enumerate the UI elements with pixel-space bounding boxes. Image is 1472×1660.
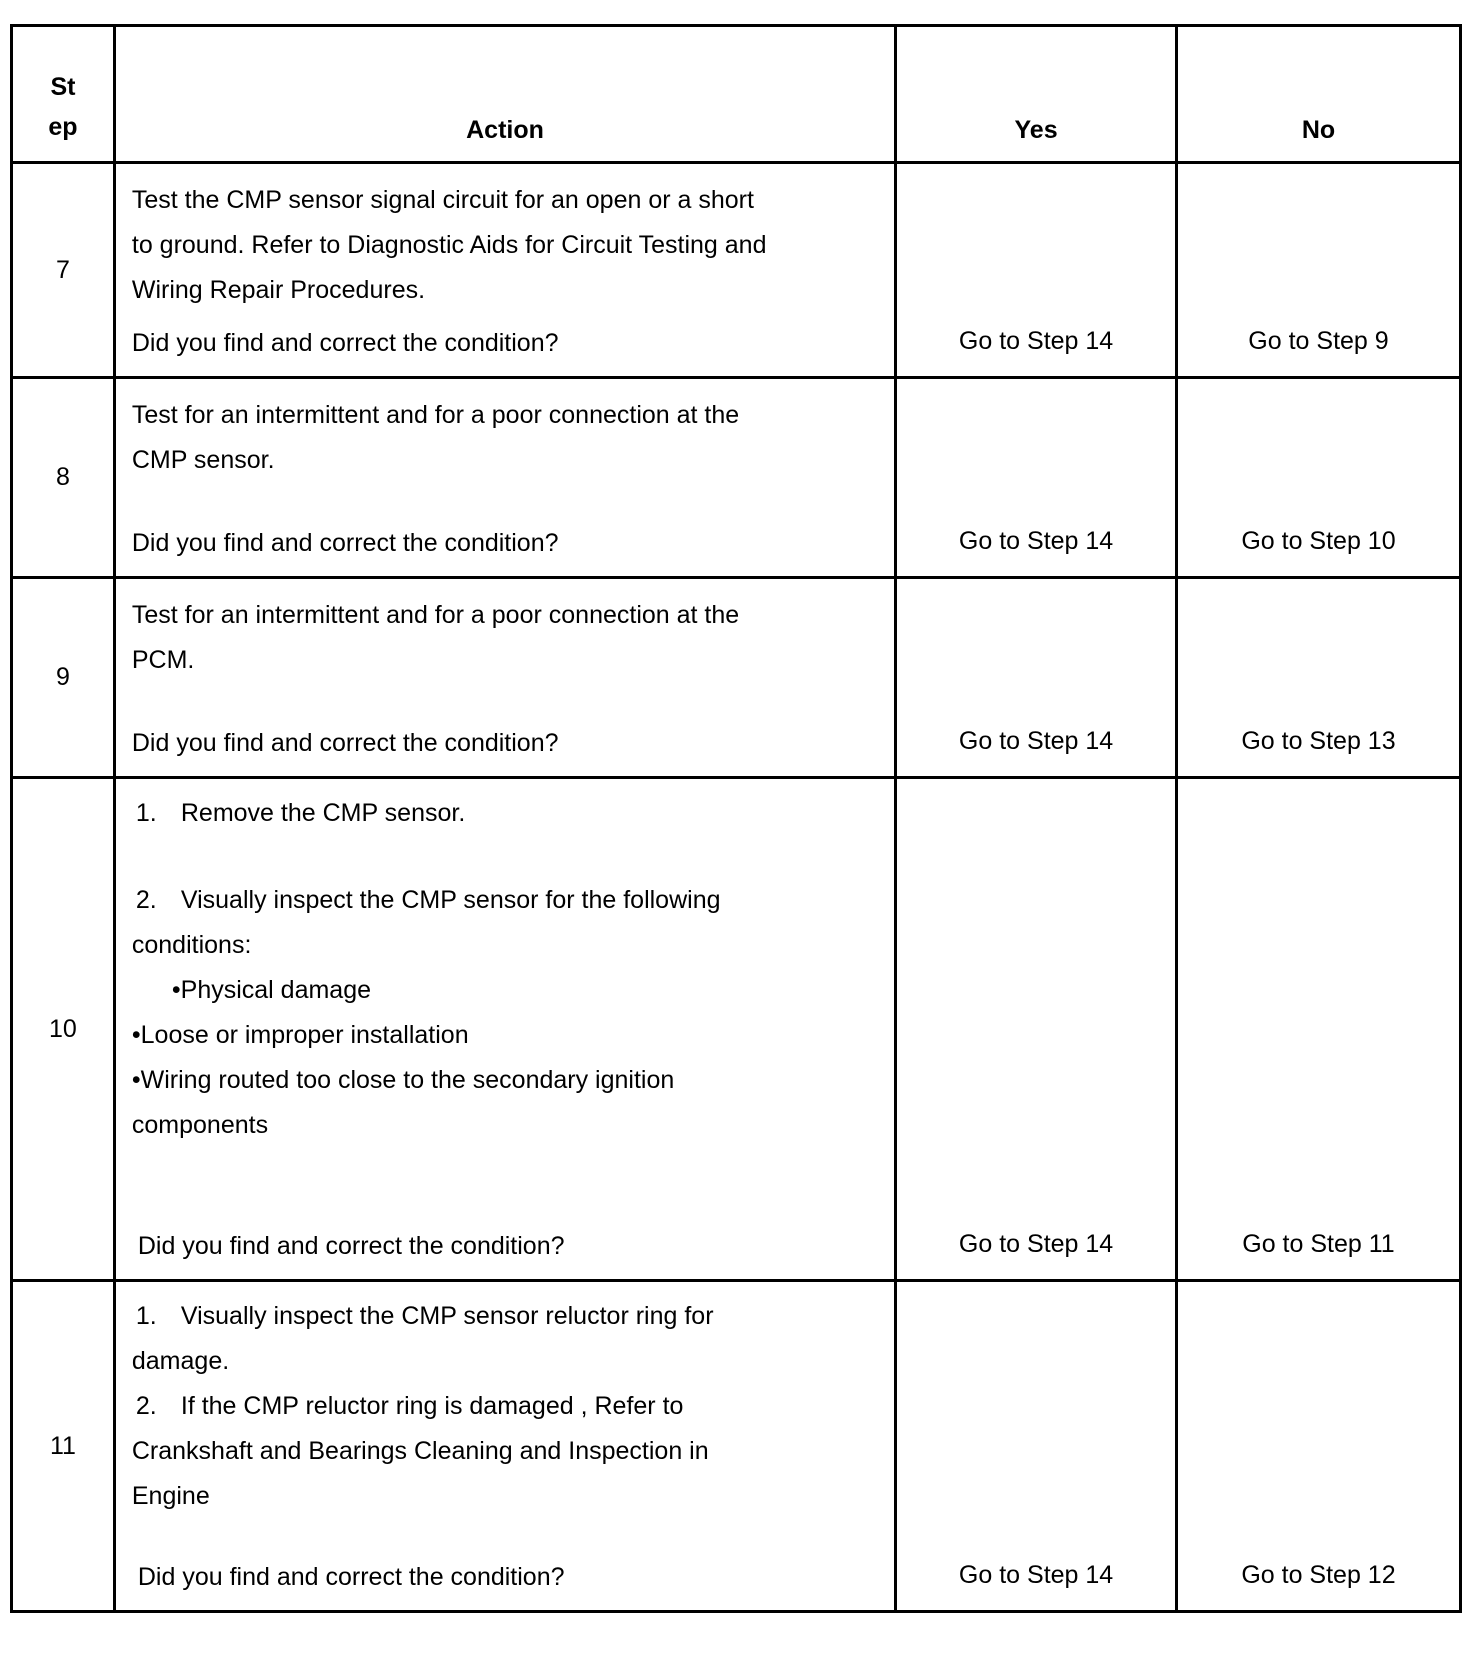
bullet-text-continued: components [131,1111,269,1139]
no-result: Go to Step 10 [1241,527,1396,555]
bullet-text: Loose or improper installation [140,1021,469,1049]
table-row [12,1281,1461,1612]
no-result: Go to Step 13 [1241,727,1396,755]
yes-column-header [896,26,1177,163]
table-row [12,578,1461,778]
no-column-header [1176,26,1460,163]
action-line: Wiring Repair Procedures. [131,276,426,304]
item-text: If the CMP reluctor ring is damaged , Refer to [180,1392,684,1420]
action-column-header [114,26,895,163]
step-number: 10 [12,778,115,1281]
item-text: Visually inspect the CMP sensor reluctor ring for [180,1302,714,1330]
question-text: Did you find and correct the condition? [137,1232,565,1260]
bullet-text: Physical damage [180,976,372,1004]
no-cell [1176,1281,1460,1612]
question-text: Did you find and correct the condition? [131,529,559,557]
step-number: 11 [12,1281,115,1612]
bullet-text: Wiring routed too close to the secondary ignition [140,1066,675,1094]
item-text: Visually inspect the CMP sensor for the following [180,886,721,914]
step-number: 9 [12,578,115,778]
yes-cell [896,578,1177,778]
action-cell [114,778,895,1281]
question-text: Did you find and correct the condition? [131,729,559,757]
table-row [12,163,1461,378]
item-number: 1. [135,1302,157,1330]
bullet-icon: • [131,1021,141,1049]
item-text: Remove the CMP sensor. [180,799,466,827]
no-cell [1176,163,1460,378]
list-item [132,878,880,923]
question-text: Did you find and correct the condition? [131,329,559,357]
yes-cell [896,378,1177,578]
bullet-icon: • [131,1066,141,1094]
item-text-continued: Engine [131,1482,210,1510]
action-line: to ground. Refer to Diagnostic Aids for Circuit Testing and [131,231,767,259]
no-cell [1176,578,1460,778]
list-item [132,1384,880,1429]
action-line: CMP sensor. [131,446,275,474]
step-number: 8 [12,378,115,578]
item-number: 1. [135,799,157,827]
bullet-item [132,1058,880,1103]
bullet-icon: • [171,976,181,1004]
action-line: Test for an intermittent and for a poor connection at the [131,401,740,429]
table-row [12,378,1461,578]
action-line: PCM. [131,646,195,674]
step-header-text: St ep [48,73,78,141]
yes-header-text: Yes [1014,116,1058,144]
item-text-continued: Crankshaft and Bearings Cleaning and Inspection in [131,1437,709,1465]
action-line: Test for an intermittent and for a poor connection at the [131,601,740,629]
action-line: Test the CMP sensor signal circuit for an open or a short [131,186,754,214]
yes-result: Go to Step 14 [958,1561,1114,1589]
action-cell [114,578,895,778]
list-item [132,791,880,836]
no-result: Go to Step 11 [1242,1230,1395,1258]
step-number: 7 [12,163,115,378]
no-result: Go to Step 12 [1241,1561,1396,1589]
action-cell [114,163,895,378]
yes-cell [896,163,1177,378]
list-item [132,1294,880,1339]
yes-cell [896,778,1177,1281]
bullet-item [132,1013,880,1058]
yes-cell [896,1281,1177,1612]
item-text-continued: conditions: [131,931,252,959]
yes-result: Go to Step 14 [958,727,1114,755]
no-header-text: No [1301,116,1336,144]
action-header-text: Action [466,116,544,144]
item-number: 2. [135,1392,157,1420]
item-text-continued: damage. [131,1347,230,1375]
yes-result: Go to Step 14 [958,1230,1114,1258]
step-column-header [12,26,115,163]
action-cell [114,378,895,578]
header-row [12,26,1461,163]
yes-result: Go to Step 14 [958,327,1114,355]
action-cell [114,1281,895,1612]
no-cell [1176,378,1460,578]
no-cell [1176,778,1460,1281]
no-result: Go to Step 9 [1248,327,1389,355]
diagnostic-table [10,24,1462,1613]
question-text: Did you find and correct the condition? [137,1563,565,1591]
table-row [12,778,1461,1281]
bullet-item [132,968,880,1013]
item-number: 2. [135,886,157,914]
yes-result: Go to Step 14 [958,527,1114,555]
